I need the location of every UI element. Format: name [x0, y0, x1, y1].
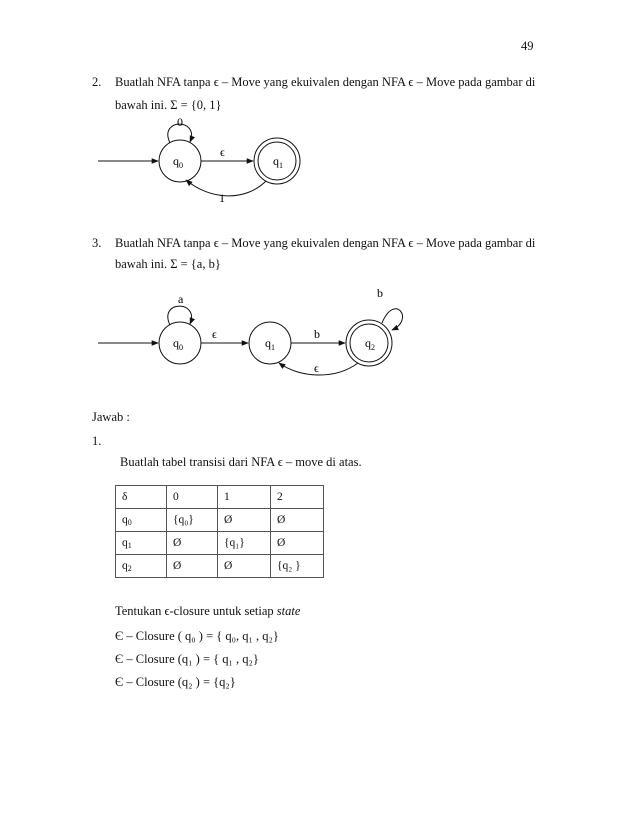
question-3-line2: bawah ini. Σ = {a, b} [115, 257, 221, 271]
question-3-line1: Buatlah NFA tanpa ϵ – Move yang ekuivalen dengan NFA ϵ – Move pada gambar di [115, 236, 536, 250]
back-label-d1: 1 [219, 191, 225, 205]
table-row [116, 555, 324, 578]
state-q0-d1-label: $q_0$ [173, 154, 183, 170]
q1-q2-label-d2: b [314, 327, 320, 341]
answer-step1: Buatlah tabel transisi dari NFA ϵ – move di atas. [120, 455, 362, 469]
table-cell: Ø [167, 555, 218, 578]
table-cell-state: $q_2$ [116, 555, 167, 578]
q2-q1-label-d2: ϵ [314, 361, 319, 375]
answer-number: 1. [92, 434, 102, 448]
question-3-number: 3. [92, 236, 102, 250]
loop-q0-label-d2: a [178, 292, 184, 306]
question-2-line2: bawah ini. Σ = {0, 1} [115, 98, 222, 112]
table-header-row [116, 486, 324, 509]
answer-step2: Tentukan ϵ-closure untuk setiap state [115, 604, 301, 618]
closure-q1: Є – Closure (q₁ ) = { q₁ , q₂} [115, 652, 259, 666]
table-cell: {q₁} [218, 532, 271, 555]
table-cell-state: $q_0$ [116, 509, 167, 532]
table-cell: Ø [271, 532, 324, 555]
state-q2-d2-label: $q_2$ [365, 336, 375, 352]
q0-q1-label-d2: ϵ [212, 327, 217, 341]
table-header: 2 [271, 486, 324, 509]
table-row [116, 532, 324, 555]
question-2-number: 2. [92, 75, 102, 89]
table-cell: {q₀} [167, 509, 218, 532]
self-loop-label-d1: 0 [177, 115, 183, 129]
table-header: 0 [167, 486, 218, 509]
table-header: 1 [218, 486, 271, 509]
table-cell: {q₂ } [271, 555, 324, 578]
transition-table [115, 485, 324, 578]
answer-title: Jawab : [92, 410, 130, 424]
table-cell-state: $q_1$ [116, 532, 167, 555]
closure-q0: Є – Closure ( q₀ ) = { q₀, q₁ , q₂} [115, 629, 279, 643]
state-q0-d2-label: $q_0$ [173, 336, 183, 352]
question-2-line1: Buatlah NFA tanpa ϵ – Move yang ekuivalen dengan NFA ϵ – Move pada gambar di [115, 75, 536, 89]
epsilon-label-d1: ϵ [220, 145, 225, 159]
table-row [116, 509, 324, 532]
state-q1-d1-label: $q_1$ [273, 154, 283, 170]
loop-q2-label-d2: b [377, 286, 383, 300]
table-cell: Ø [167, 532, 218, 555]
table-cell: Ø [218, 509, 271, 532]
state-q1-d2-label: $q_1$ [265, 336, 275, 352]
table-cell: Ø [218, 555, 271, 578]
page-number: 49 [521, 39, 534, 53]
table-cell: Ø [271, 509, 324, 532]
closure-q2: Є – Closure (q₂ ) = {q₂} [115, 675, 236, 689]
table-header: δ [116, 486, 167, 509]
